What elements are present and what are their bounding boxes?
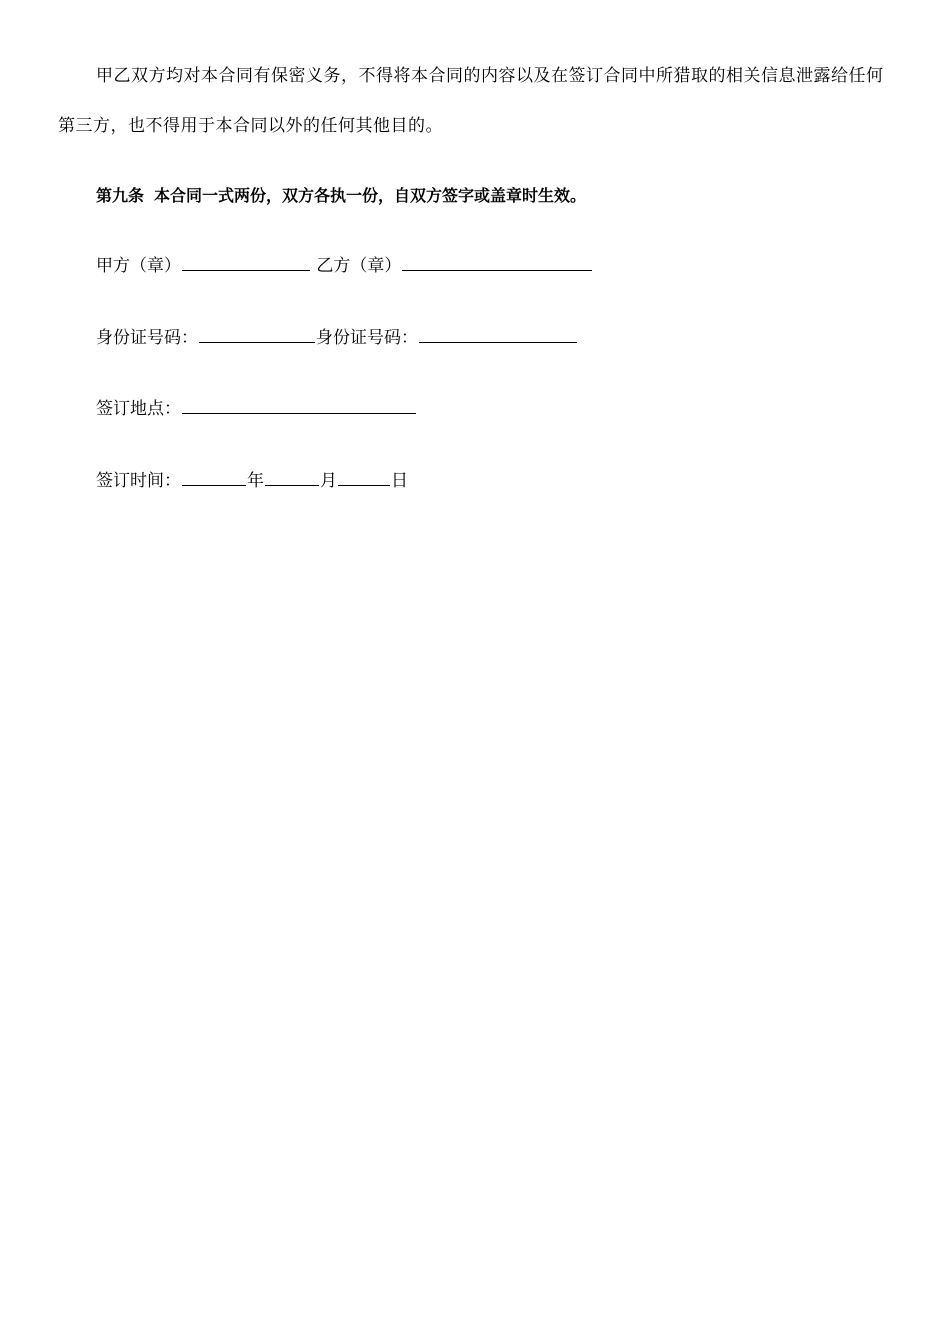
party-a-label: 甲方（章）	[96, 256, 181, 276]
confidentiality-paragraph: 甲乙双方均对本合同有保密义务，不得将本合同的内容以及在签订合同中所猎取的相关信息泄露给任何第三方，也不得用于本合同以外的任何其他目的。	[58, 66, 884, 136]
clause-nine	[96, 182, 586, 210]
year-blank[interactable]	[182, 465, 246, 486]
day-label: 日	[391, 471, 408, 491]
id-label-a: 身份证号码：	[96, 328, 198, 348]
party-b-label: 乙方（章）	[316, 256, 402, 276]
place-blank[interactable]	[182, 393, 416, 414]
id-number-line	[96, 322, 578, 352]
clause-text: 本合同一式两份，双方各执一份，自双方签字或盖章时生效。	[154, 186, 587, 205]
year-label: 年	[247, 471, 264, 491]
signing-place-line	[96, 393, 417, 423]
month-blank[interactable]	[265, 465, 319, 486]
month-label: 月	[320, 471, 337, 491]
party-b-blank[interactable]	[402, 250, 592, 271]
party-signature-line	[96, 250, 593, 280]
signing-time-line	[96, 465, 408, 495]
place-label: 签订地点：	[96, 399, 181, 419]
id-b-blank[interactable]	[419, 322, 577, 343]
party-a-blank[interactable]	[182, 250, 310, 271]
id-a-blank[interactable]	[199, 322, 315, 343]
id-label-b: 身份证号码：	[316, 328, 418, 348]
clause-number: 第九条	[96, 186, 145, 205]
day-blank[interactable]	[338, 465, 390, 486]
time-label: 签订时间：	[96, 471, 181, 491]
